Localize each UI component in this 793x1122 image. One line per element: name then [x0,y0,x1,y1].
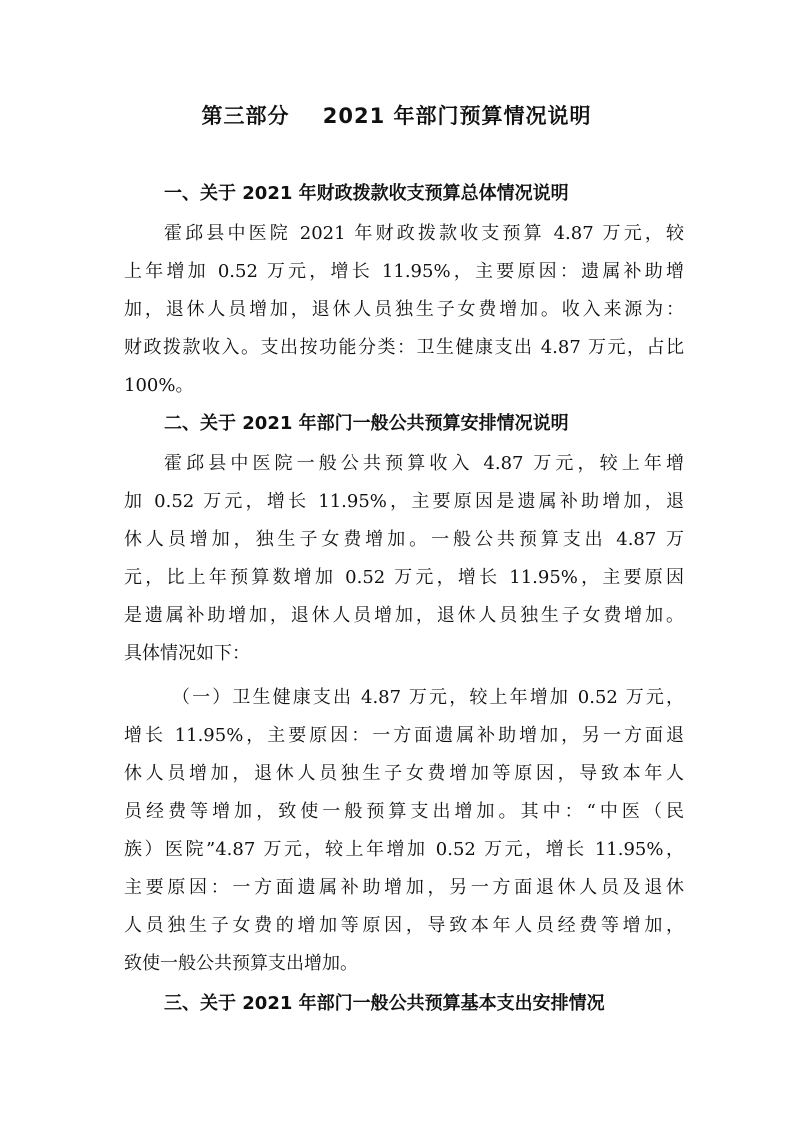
body-line: 财政拨款收入。支出按功能分类：卫生健康支出 4.87 万元，占比 [124,337,684,358]
page-title: 第三部分 2021 年部门预算情况说明 [201,104,592,128]
body-line: 元，比上年预算数增加 0.52 万元，增长 11.95%，主要原因 [124,567,684,588]
body-line: 霍邱县中医院 2021 年财政拨款收支预算 4.87 万元，较 [164,223,684,244]
section-body-1 [124,215,684,405]
section-heading-2: 二、关于 2021 年部门一般公共预算安排情况说明 [164,413,569,434]
body-line: 加，退休人员增加，退休人员独生子女费增加。收入来源为： [124,299,684,320]
body-line: 增长 11.95%，主要原因：一方面遗属补助增加，另一方面退 [124,725,684,746]
body-line: 上年增加 0.52 万元，增长 11.95%，主要原因：遗属补助增 [124,261,684,282]
subsection-body-1 [124,679,684,983]
body-line: 休人员增加，退休人员独生子女费增加等原因，导致本年人 [124,763,684,784]
body-line: 员经费等增加，致使一般预算支出增加。其中：“中医（民 [124,801,684,822]
section-heading-3: 三、关于 2021 年部门一般公共预算基本支出安排情况 [164,993,605,1014]
body-line: （一）卫生健康支出 4.87 万元，较上年增加 0.52 万元， [172,687,684,708]
body-line: 主要原因：一方面遗属补助增加，另一方面退休人员及退休 [124,877,684,898]
body-line: 人员独生子女费的增加等原因，导致本年人员经费等增加， [124,915,684,936]
body-line: 休人员增加，独生子女费增加。一般公共预算支出 4.87 万 [124,529,684,550]
body-line: 霍邱县中医院一般公共预算收入 4.87 万元，较上年增 [164,453,684,474]
body-line: 致使一般公共预算支出增加。 [124,953,358,974]
body-line: 加 0.52 万元，增长 11.95%，主要原因是遗属补助增加，退 [124,491,684,512]
section-body-2 [124,445,684,673]
body-line: 族）医院”4.87 万元，较上年增加 0.52 万元，增长 11.95%， [124,839,684,860]
body-line: 100%。 [124,375,194,396]
body-line: 是遗属补助增加，退休人员增加，退休人员独生子女费增加。 [124,605,684,626]
body-line: 具体情况如下： [124,643,250,664]
section-heading-1: 一、关于 2021 年财政拨款收支预算总体情况说明 [164,183,569,204]
